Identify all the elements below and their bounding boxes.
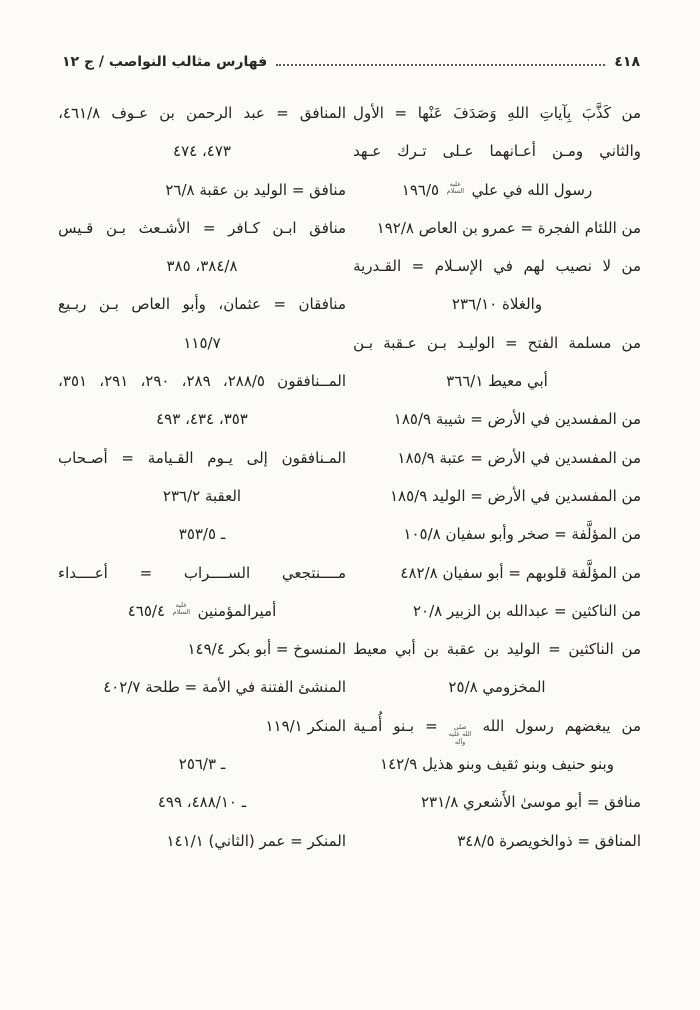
- index-word: المنافق: [299, 104, 346, 122]
- index-word: بن: [423, 640, 440, 659]
- index-word: بـن: [98, 295, 119, 314]
- index-entry-line: المنسوخ = أبو بكر ١٤٩/٤: [187, 640, 346, 659]
- index-entry-line: المنافق = ذوالخويصرة ٣٤٨/٥: [457, 831, 641, 850]
- index-word: بن: [483, 640, 500, 659]
- index-word: بن: [159, 104, 175, 122]
- index-word: القـدرية: [353, 257, 402, 276]
- index-word: بـنو: [393, 716, 415, 735]
- index-word: الأول: [353, 104, 384, 122]
- index-word: بـن: [426, 333, 447, 352]
- index-word: =: [202, 218, 216, 237]
- index-word: نصيب: [555, 257, 592, 276]
- index-word: =: [139, 563, 153, 582]
- index-word: =: [273, 295, 287, 314]
- index-word: الوليد: [506, 640, 541, 659]
- index-word: الأشـعث: [138, 218, 191, 237]
- page-header: [62, 54, 640, 70]
- index-entry-line: المنشئ الفتنة في الأمة = طلحة ٤٠٢/٧: [103, 678, 346, 697]
- index-entry-line: من المؤلَّفة = صخر وأبو سفيان ١٠٥/٨: [403, 525, 641, 544]
- index-word: وأبو: [182, 295, 206, 314]
- index-word: ٢٨٩،: [181, 372, 211, 391]
- index-word: بـن: [105, 218, 126, 237]
- index-word: المـنافقون: [281, 448, 346, 467]
- index-entry-line: [353, 247, 641, 285]
- index-entry-line: المنكر ١١٩/١: [265, 716, 346, 735]
- index-word: عثمان،: [218, 295, 261, 314]
- index-word: لا: [602, 257, 612, 276]
- index-entry-line: ٤٧٣، ٤٧٤: [173, 142, 231, 161]
- index-entry-line: ـ ٤٨٨/١٠، ٤٩٩: [157, 793, 247, 812]
- book-title: فهارس مثالب النواصب / ج ١٢: [62, 54, 268, 70]
- index-entry-line: من اللئام الفجرة = عمرو بن العاص ١٩٢/٨: [376, 218, 641, 237]
- index-word: ٢٩١،: [99, 372, 129, 391]
- index-entry-line: ـ ٢٥٦/٣: [178, 755, 226, 774]
- index-entry-line: المخزومي ٢٥/٨: [448, 678, 546, 697]
- index-word: القـيامة: [147, 448, 194, 467]
- index-entry-line: ـ ٣٥٣/٥: [178, 525, 226, 544]
- index-word: العاص: [131, 295, 171, 314]
- index-entry-line: [58, 439, 346, 477]
- index-entry-line: أبي معيط ٣٦٦/١: [446, 372, 548, 391]
- index-word: لهم: [523, 257, 545, 276]
- column-right: [353, 94, 641, 860]
- index-entry-line: ١١٥/٧: [183, 333, 221, 352]
- index-word: الرحمن: [185, 104, 233, 122]
- index-word: =: [548, 640, 561, 659]
- index-entry-line: [58, 554, 346, 592]
- index-word: أصـحاب: [58, 448, 108, 467]
- index-word: ٣٥١،: [58, 372, 88, 391]
- index-word: عـقبة: [383, 333, 417, 352]
- index-word: أبي: [394, 640, 416, 659]
- index-entry-line: من المؤلَّفة قلوبهم = أبو سفيان ٤٨٢/٨: [400, 563, 641, 582]
- index-word: في: [493, 257, 513, 276]
- index-entry-line: من المفسدين في الأرض = الوليد ١٨٥/٩: [390, 486, 641, 505]
- index-word: إلى: [246, 448, 268, 467]
- index-entry-line: [353, 132, 641, 170]
- index-word: عـهد: [353, 142, 382, 161]
- index-word: ابـن: [272, 218, 297, 237]
- index-word: أعــــداء: [58, 563, 108, 582]
- index-entry-line: [58, 94, 346, 132]
- index-word: الوليـد: [456, 333, 495, 352]
- index-entry-line: [58, 209, 346, 247]
- index-word: =: [425, 716, 438, 735]
- index-word: الناكثين: [568, 640, 614, 659]
- index-word: ربـيع: [58, 295, 87, 314]
- index-entry-line: [58, 362, 346, 400]
- index-word: يـوم: [207, 448, 233, 467]
- index-word: رسول: [515, 716, 554, 735]
- index-word: =: [121, 448, 134, 467]
- index-word: الفتح: [527, 333, 559, 352]
- index-word: =: [394, 104, 408, 122]
- index-word: =: [504, 333, 518, 352]
- index-word: قـيس: [58, 218, 94, 237]
- index-word: كـافر: [228, 218, 260, 237]
- index-word: بِآياتِ: [539, 104, 572, 122]
- index-word: اللهِ: [507, 104, 529, 122]
- index-word: من: [621, 640, 641, 659]
- index-word: من: [621, 716, 641, 735]
- index-word: منافقان: [298, 295, 346, 314]
- index-word: عَنْها: [417, 104, 443, 122]
- index-entry-line: من المفسدين في الأرض = عتبة ١٨٥/٩: [397, 448, 641, 467]
- index-word: ٢٨٨/٥،: [222, 372, 265, 391]
- index-word: أعـانهما: [489, 142, 536, 161]
- index-entry-line: [353, 707, 641, 745]
- index-entry-line: [58, 285, 346, 323]
- index-word: أُمـية: [353, 716, 383, 735]
- page-number: ٤١٨: [614, 54, 640, 70]
- index-word: عقبة: [446, 640, 476, 659]
- index-word: وَصَدَفَ: [453, 104, 497, 122]
- index-entry-line: منافق = أبو موسىٰ الأَشعري ٢٣١/٨: [421, 793, 641, 812]
- index-entry-line: ٣٥٣، ٤٣٤، ٤٩٣: [156, 410, 248, 429]
- index-word: كَذَّبَ: [581, 104, 611, 122]
- index-word: =: [411, 257, 425, 276]
- index-word: الله: [482, 716, 505, 735]
- index-word: منافق: [309, 218, 346, 237]
- index-word: الإسـلام: [434, 257, 483, 276]
- index-entry-line: [353, 94, 641, 132]
- index-word: من: [621, 104, 641, 122]
- index-word: والثاني: [599, 142, 641, 161]
- index-entry-line: ٣٨٤/٨، ٣٨٥: [166, 257, 238, 276]
- index-word: تـرك: [397, 142, 427, 161]
- alayhis-salam-symbol: عليه السلام: [172, 600, 191, 617]
- index-entry-line: من الناكثين = عبدالله بن الزبير ٢٠/٨: [413, 601, 641, 620]
- index-word: معيط: [353, 640, 388, 659]
- index-word: من: [621, 333, 641, 352]
- index-entry-line: والغلاة ٢٣٦/١٠: [451, 295, 543, 314]
- index-entry-line: أميرالمؤمنين عليه السلام ٤٦٥/٤: [127, 600, 277, 620]
- index-entry-line: وبنو حنيف وبنو ثقيف وبنو هذيل ١٤٢/٩: [380, 755, 614, 774]
- index-entry-line: العقبة ٢٣٦/٢: [162, 486, 242, 505]
- index-word: عـلى: [442, 142, 474, 161]
- sallallahu-alayhi-symbol: صلى الله عليه وآله: [448, 722, 472, 746]
- index-entry-line: المنكر = عمر (الثاني) ١٤١/١: [166, 831, 346, 850]
- index-word: عبد: [243, 104, 265, 122]
- index-word: ٢٩٠،: [140, 372, 170, 391]
- index-entry-line: من المفسدين في الأرض = شيبة ١٨٥/٩: [393, 410, 641, 429]
- index-entry-line: رسول الله في علي عليه السلام ١٩٦/٥: [401, 179, 593, 199]
- index-word: من: [621, 257, 641, 276]
- index-word: بـن: [353, 333, 374, 352]
- index-word: عـوف: [111, 104, 149, 122]
- index-word: مــــنتجعي: [281, 563, 346, 582]
- index-word: المــنافقون: [277, 372, 346, 391]
- index-word: ومـن: [552, 142, 584, 161]
- index-word: =: [276, 104, 289, 122]
- index-word: يبغضهم: [564, 716, 611, 735]
- index-entry-line: [353, 630, 641, 668]
- column-left: [58, 94, 346, 860]
- dotted-leader: [276, 58, 605, 66]
- index-word: ٤٦١/٨،: [58, 104, 101, 122]
- index-word: الســــراب: [183, 563, 251, 582]
- index-entry-line: منافق = الوليد بن عقبة ٢٦/٨: [165, 180, 346, 199]
- index-entry-line: [353, 324, 641, 362]
- index-word: مسلمة: [568, 333, 612, 352]
- alayhis-salam-symbol: عليه السلام: [446, 179, 465, 196]
